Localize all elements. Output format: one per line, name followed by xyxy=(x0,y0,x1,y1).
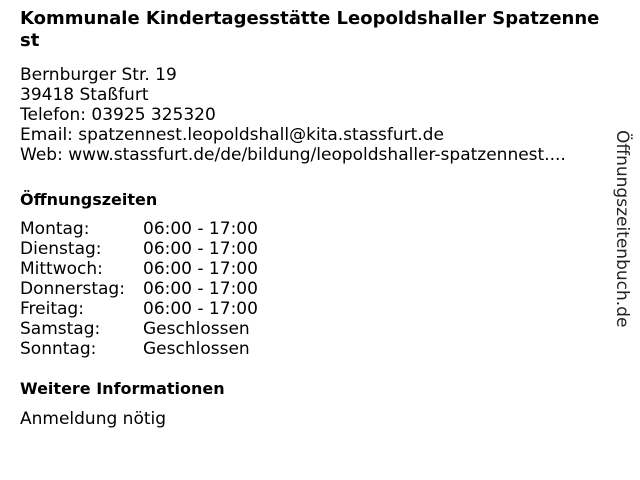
hours-row xyxy=(20,219,600,239)
opening-hours-table xyxy=(20,219,600,359)
hours-row xyxy=(20,239,600,259)
info-heading: Weitere Informationen xyxy=(20,379,225,398)
street-address: Bernburger Str. 19 xyxy=(20,65,177,85)
phone-number[interactable]: Telefon: 03925 325320 xyxy=(20,105,216,125)
listing-card xyxy=(20,8,600,429)
hours-time: 06:00 - 17:00 xyxy=(143,239,258,259)
hours-day: Montag: xyxy=(20,219,90,239)
hours-row xyxy=(20,259,600,279)
hours-day: Sonntag: xyxy=(20,339,97,359)
hours-day: Samstag: xyxy=(20,319,101,339)
page-title: Kommunale Kindertagesstätte Leopoldshaller Spatzennest xyxy=(20,8,600,51)
hours-time: Geschlossen xyxy=(143,339,250,359)
website-link[interactable]: Web: www.stassfurt.de/de/bildung/leopoldshaller-spatzennest.... xyxy=(20,145,566,165)
hours-row xyxy=(20,279,600,299)
hours-row xyxy=(20,339,600,359)
hours-time: Geschlossen xyxy=(143,319,250,339)
hours-day: Dienstag: xyxy=(20,239,102,259)
hours-row xyxy=(20,299,600,319)
city-address: 39418 Staßfurt xyxy=(20,85,149,105)
opening-hours-heading: Öffnungszeiten xyxy=(20,190,158,209)
hours-time: 06:00 - 17:00 xyxy=(143,279,258,299)
hours-time: 06:00 - 17:00 xyxy=(143,219,258,239)
hours-row xyxy=(20,319,600,339)
site-watermark: Öffnungszeitenbuch.de xyxy=(612,130,632,328)
address-block xyxy=(20,65,600,165)
hours-day: Freitag: xyxy=(20,299,84,319)
hours-time: 06:00 - 17:00 xyxy=(143,259,258,279)
hours-time: 06:00 - 17:00 xyxy=(143,299,258,319)
hours-day: Donnerstag: xyxy=(20,279,125,299)
info-text: Anmeldung nötig xyxy=(20,409,167,429)
email-address[interactable]: Email: spatzennest.leopoldshall@kita.stassfurt.de xyxy=(20,125,444,145)
hours-day: Mittwoch: xyxy=(20,259,103,279)
